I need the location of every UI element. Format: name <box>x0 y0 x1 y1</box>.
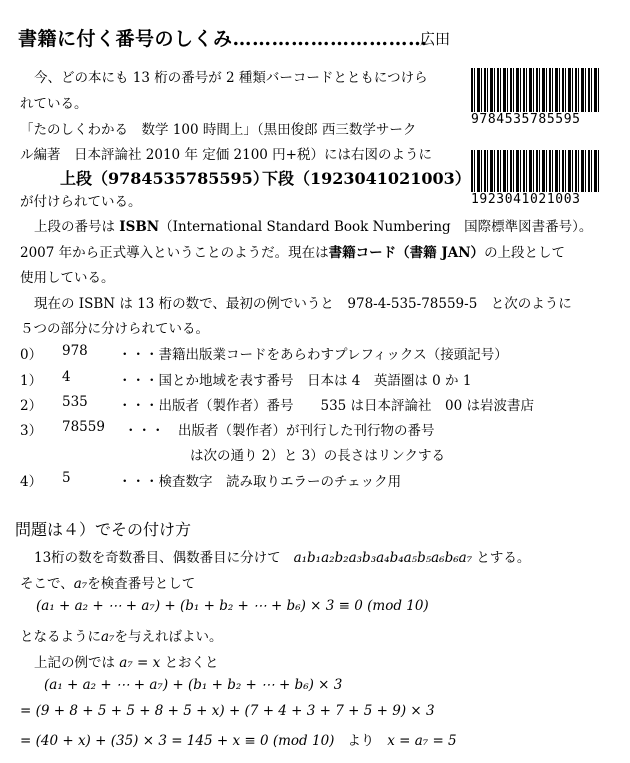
author-name: 広田 <box>420 30 451 48</box>
paragraph-line: 上記の例では a₇ = x とおくと <box>34 655 219 671</box>
paragraph-line: 「たのしくわかる 数学 100 時間上」（黒田俊郎 西三数学サーク <box>20 122 417 138</box>
list-item-desc: ・・・書籍出版業コードをあらわすプレフィックス（接頭記号） <box>118 347 508 363</box>
upper-barcode-image <box>471 68 599 112</box>
paragraph-line: 上段の番号は ISBN（International Standard Book Numbering 国際標準図書番号）。 <box>34 219 593 235</box>
section-heading: 問題は４）でその付け方 <box>15 520 192 539</box>
paragraph-line: ル編著 日本評論社 2010 年 定価 2100 円+税）には右図のように <box>20 147 432 163</box>
list-item-index: 0） <box>20 347 43 363</box>
list-item-desc: ・・・検査数字 読み取りエラーのチェック用 <box>118 474 402 490</box>
paragraph-line: 2007 年から正式導入ということのようだ。現在は書籍コード（書籍 JAN）の上段として <box>20 245 566 261</box>
page-title: 書籍に付く番号のしくみ………………………… <box>18 28 428 50</box>
list-item-value: 535 <box>62 394 88 410</box>
equation: = (40 + x) + (35) × 3 = 145 + x ≡ 0 (mod 10) より x = a₇ = 5 <box>20 733 457 749</box>
list-item-value: 978 <box>62 343 88 359</box>
list-item-value: 4 <box>62 369 71 385</box>
upper-barcode-number: 9784535785595 <box>471 112 581 127</box>
paragraph-line: となるようにa₇を与えればよい。 <box>20 629 223 645</box>
list-item-index: 4） <box>20 474 43 490</box>
paragraph-line: ５つの部分に分けられている。 <box>20 321 209 337</box>
list-item-index: 1） <box>20 373 43 389</box>
list-item-desc: ・・・国とか地域を表す番号 日本は 4 英語圏は 0 か 1 <box>118 373 472 389</box>
paragraph-line: れている。 <box>20 96 88 112</box>
list-item-value: 5 <box>62 470 71 486</box>
list-item-desc: ・・・ 出版者（製作者）が刊行した刊行物の番号 <box>124 423 435 439</box>
paragraph-line: 現在の ISBN は 13 桁の数で、最初の例でいうと 978-4-535-78559-5 と次のように <box>34 296 572 312</box>
equation: (a₁ + a₂ + ⋯ + a₇) + (b₁ + b₂ + ⋯ + b₆) × 3 <box>44 677 343 693</box>
upper-code-label: 上段（9784535785595） <box>60 169 269 188</box>
digit-sequence: a₁b₁a₂b₂a₃b₃a₄b₄a₅b₅a₆b₆a₇ <box>293 550 473 566</box>
result-value: x = a₇ = 5 <box>387 733 457 749</box>
list-item-desc: ・・・出版者（製作者）番号 535 は日本評論社 00 は岩波書店 <box>118 398 535 414</box>
lower-code-label: 下段（1923041021003） <box>262 169 471 188</box>
paragraph-line: そこで、a₇を検査番号として <box>20 576 196 592</box>
list-item-continuation: は次の通り 2）と 3）の長さはリンクする <box>190 448 445 464</box>
paragraph-line: 今、どの本にも 13 桁の番号が 2 種類バーコードとともにつけら <box>34 70 428 86</box>
paragraph-line: が付けられている。 <box>20 194 142 210</box>
equation: = (9 + 8 + 5 + 5 + 8 + 5 + x) + (7 + 4 + 3 + 7 + 5 + 9) × 3 <box>20 703 435 719</box>
isbn-term: ISBN <box>119 219 160 235</box>
paragraph-line: 13桁の数を奇数番目、偶数番目に分けて a₁b₁a₂b₂a₃b₃a₄b₄a₅b₅a₆b₆a₇ とする。 <box>34 550 531 566</box>
equation: (a₁ + a₂ + ⋯ + a₇) + (b₁ + b₂ + ⋯ + b₆) × 3 ≡ 0 (mod 10) <box>36 598 429 614</box>
lower-barcode-number: 1923041021003 <box>471 192 581 207</box>
paragraph-line: 使用している。 <box>20 270 115 286</box>
book-code-term: 書籍コード（書籍 JAN） <box>328 245 485 261</box>
list-item-index: 3） <box>20 423 43 439</box>
list-item-index: 2） <box>20 398 43 414</box>
lower-barcode-image <box>471 150 599 192</box>
list-item-value: 78559 <box>62 419 105 435</box>
